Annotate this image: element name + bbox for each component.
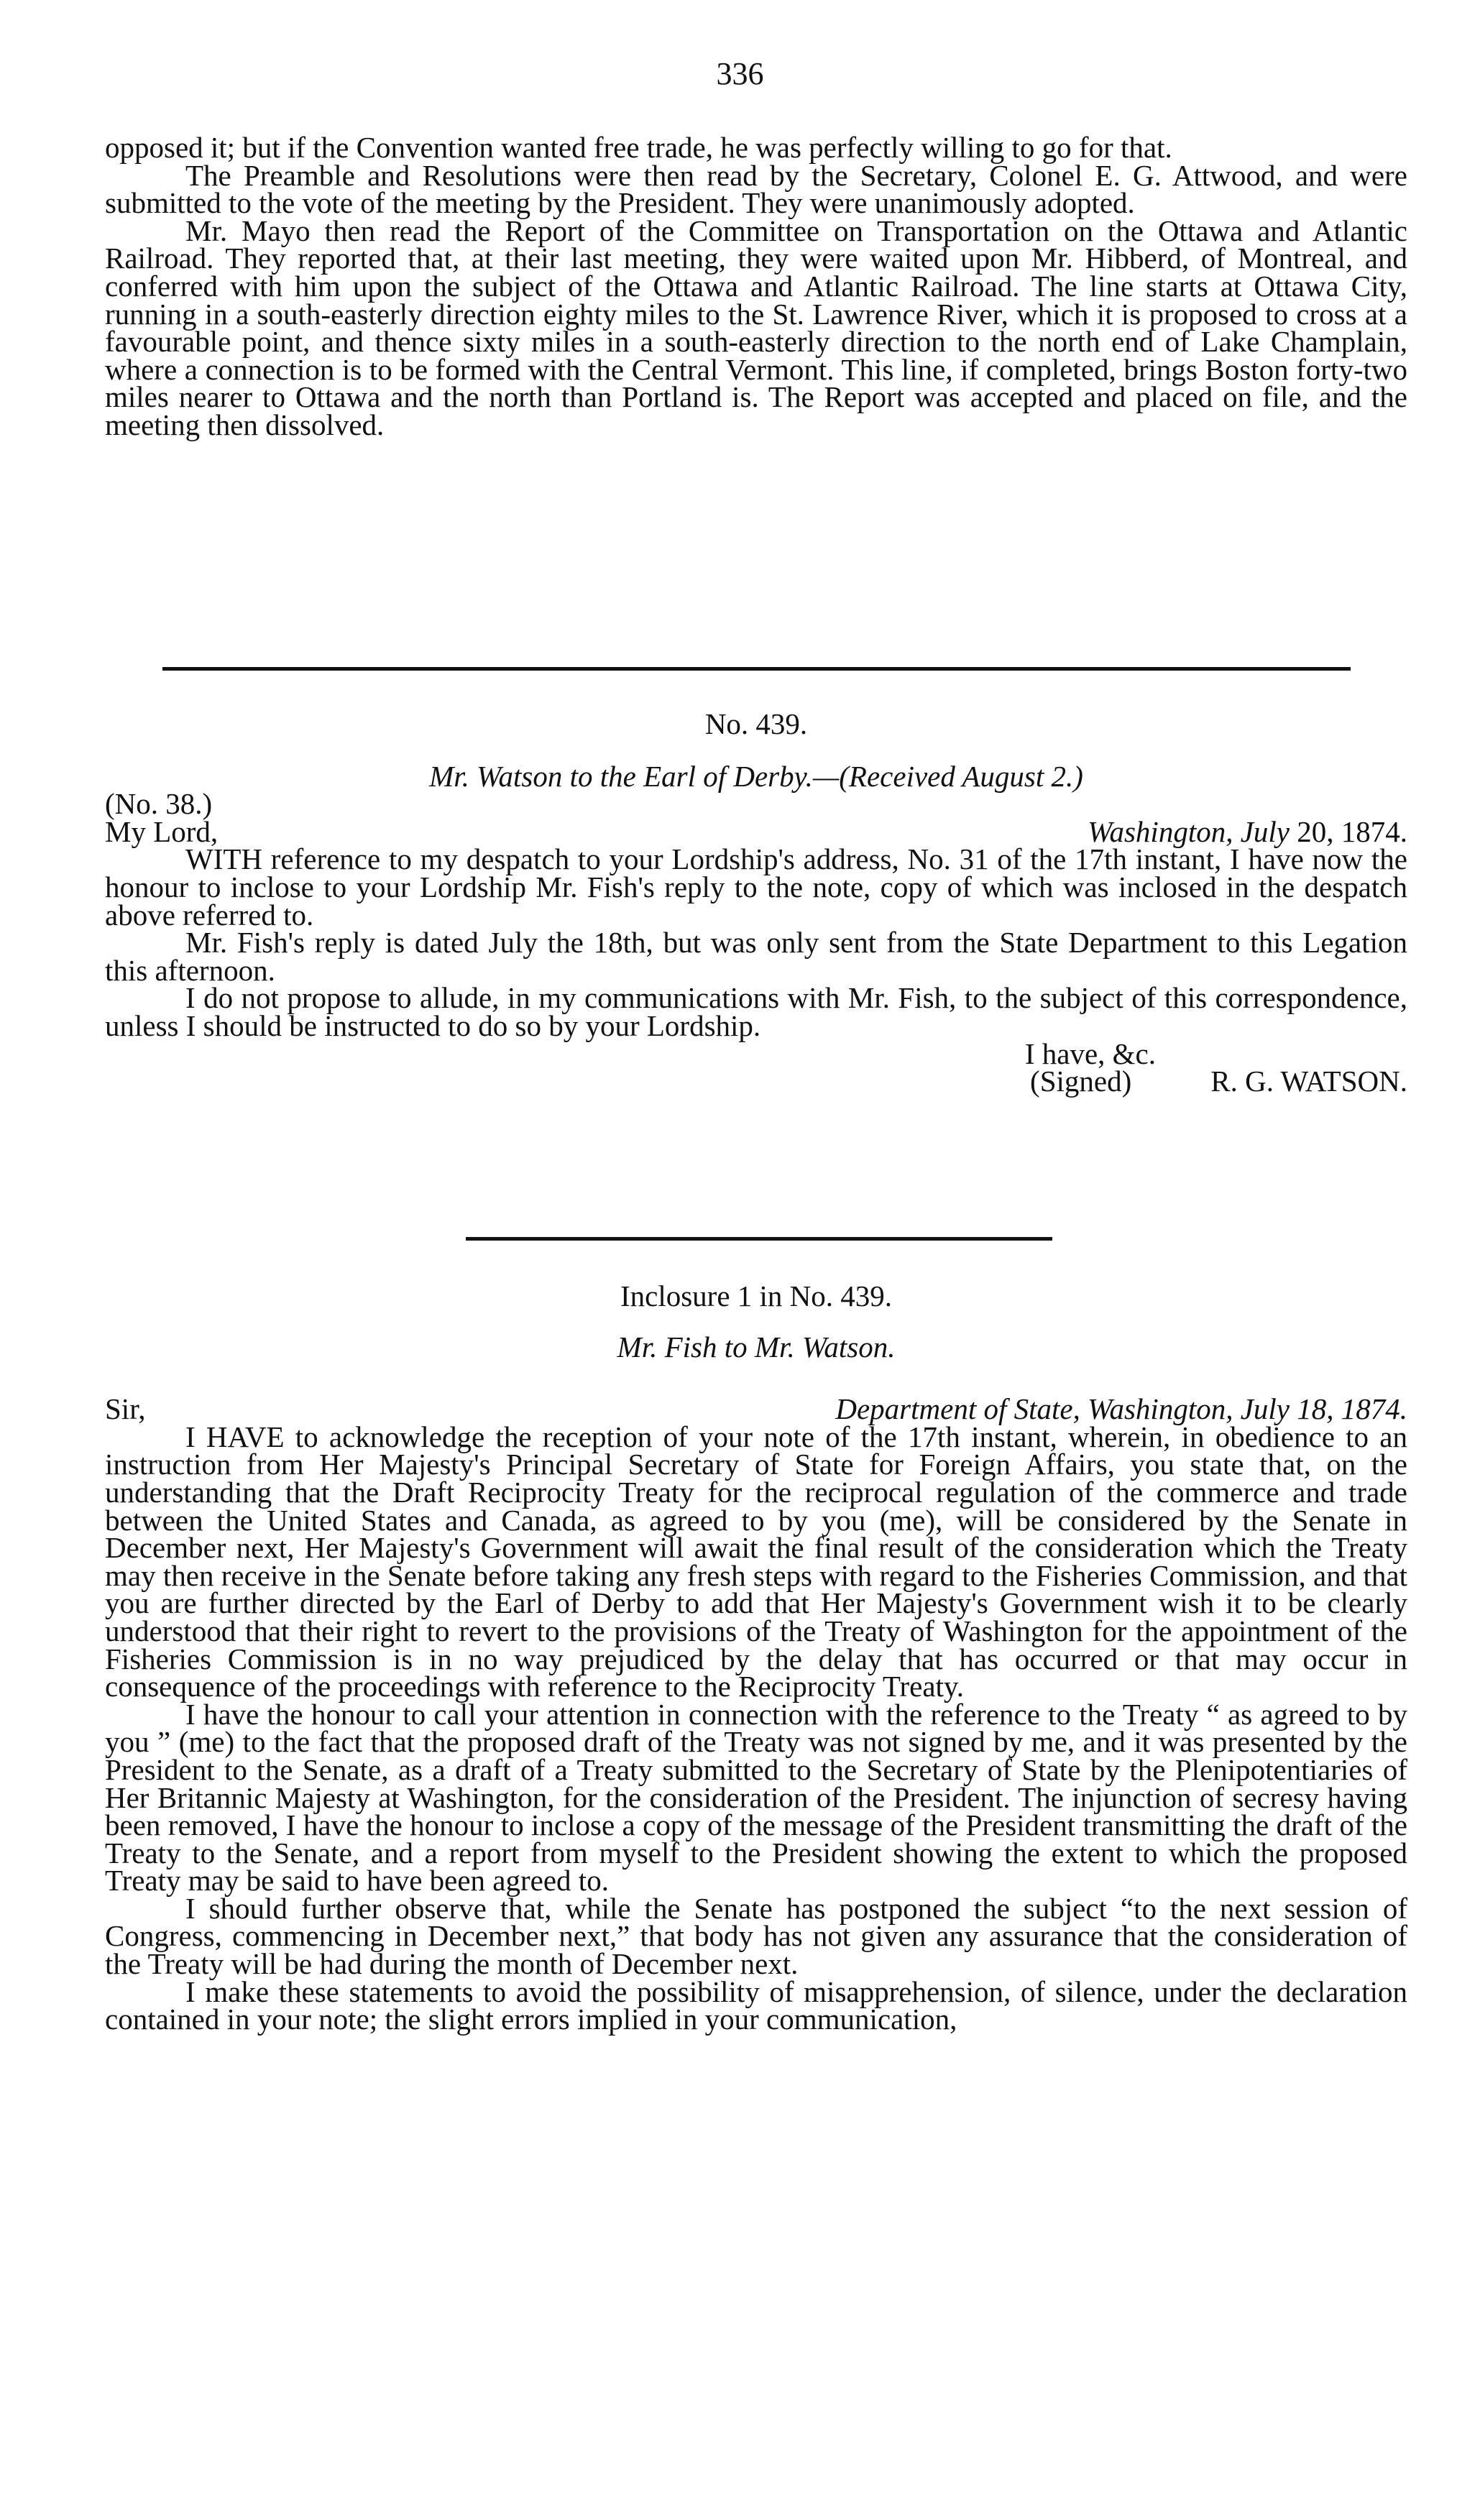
paragraph: I have the honour to call your attention in connection with the reference to the Treaty “ as agreed to by you ” (me) to the fact that the proposed draft of the Treaty was not signed by me, and it was presented by the President to the Senate, as a draft of a Treaty submitted to the Secretary of State by the Plenipotentiaries of Her Britannic Majesty at Washington, for the consideration of the President. The injunction of secresy having been removed, I have the honour to inclose a copy of the message of the President transmitting the draft of the Treaty to the Senate, and a report from myself to the President showing the extent to which the proposed Treaty may be said to have been agreed to. <box>105 1697 1407 1898</box>
salutation-line <box>105 814 1407 848</box>
top-section <box>105 131 1407 441</box>
paragraph: I make these statements to avoid the possibility of misapprehension, of silence, under the declaration contained in your note; the slight errors implied in your communication, <box>105 1974 1407 2036</box>
letter-received: —(Received August 2.) <box>812 759 1083 793</box>
section-rule <box>466 1237 1052 1241</box>
inclosure-persons: Mr. Fish to Mr. Watson. <box>617 1330 896 1364</box>
paragraph: The Preamble and Resolutions were then read by the Secretary, Colonel E. G. Attwood, and were submitted to the vote of the meeting by the President. They were unanimously adopted. <box>105 158 1407 220</box>
signature-line <box>105 1064 1407 1098</box>
salutation: My Lord, <box>105 814 219 848</box>
signed-label: (Signed) <box>1030 1064 1132 1098</box>
paragraph: I do not propose to allude, in my communications with Mr. Fish, to the subject of this correspondence, unless I should be instructed to do so by your Lordship. <box>105 981 1407 1042</box>
place-date <box>1088 814 1407 848</box>
page-number: 336 <box>716 56 764 91</box>
paragraph: Mr. Mayo then read the Report of the Committee on Transportation on the Ottawa and Atlantic Railroad. They reported that, at their last meeting, they were waited upon Mr. Hibberd, of Montreal, and conferred with him upon the subject of the Ottawa and Atlantic Railroad. The line starts at Ottawa City, running in a south-easterly direction eighty miles to the St. Lawrence River, which it is proposed to cross at a favourable point, and thence sixty miles in a south-easterly direction to the north end of Lake Champlain, where a connection is to be formed with the Central Vermont. This line, if completed, brings Boston forty-two miles nearer to Ottawa and the north than Portland is. The Report was accepted and placed on file, and the meeting then dissolved. <box>105 213 1407 441</box>
inclosure-1 <box>105 1279 1407 2036</box>
letter-heading <box>105 759 1407 793</box>
inclosure-heading: Inclosure 1 in No. 439. <box>620 1279 893 1312</box>
closing: I have, &c. <box>1024 1036 1156 1070</box>
signer: R. G. WATSON. <box>1210 1064 1407 1098</box>
paragraph: opposed it; but if the Convention wanted free trade, he was perfectly willing to go for that. <box>105 131 1172 164</box>
section-rule <box>162 667 1351 671</box>
paragraph: Mr. Fish's reply is dated July the 18th, but was only sent from the State Department to this Legation this afternoon. <box>105 926 1407 987</box>
letter-persons: Mr. Watson to the Earl of Derby. <box>429 759 813 793</box>
place-date: Department of State, Washington, July 18, 1874. <box>835 1392 1407 1426</box>
letter-number: No. 439. <box>704 707 808 740</box>
salutation: Sir, <box>105 1392 146 1426</box>
paragraph: I should further observe that, while the Senate has postponed the subject “to the next session of Congress, commencing in December next,” that body has not given any assurance that the consideration of the Treaty will be had during the month of December next. <box>105 1891 1407 1981</box>
letter-439 <box>105 707 1407 1098</box>
place-date-italic: Washington, July <box>1088 814 1290 848</box>
letter-ref: (No. 38.) <box>105 787 213 821</box>
place-date-rest: 20, 1874. <box>1290 814 1407 848</box>
salutation-line <box>105 1392 1407 1426</box>
paragraph: I HAVE to acknowledge the reception of your note of the 17th instant, wherein, in obedience to an instruction from Her Majesty's Principal Secretary of State for Foreign Affairs, you state that, on the understanding that the Draft Reciprocity Treaty for the reciprocal regulation of the commerce and trade between the United States and Canada, as agreed to by you (me), will be considered by the Senate in December next, Her Majesty's Government will await the final result of the consideration which the Treaty may then receive in the Senate before taking any fresh steps with regard to the Fisheries Commission, and that you are further directed by the Earl of Derby to add that Her Majesty's Government wish it to be clearly understood that their right to revert to the provisions of the Treaty of Washington for the appointment of the Fisheries Commission is in no way prejudiced by the delay that has occurred or that may occur in consequence of the proceedings with reference to the Reciprocity Treaty. <box>105 1420 1407 1703</box>
paragraph: WITH reference to my despatch to your Lordship's address, No. 31 of the 17th instant, I have now the honour to inclose to your Lordship Mr. Fish's reply to the note, copy of which was inclosed in the despatch above referred to. <box>105 842 1407 932</box>
